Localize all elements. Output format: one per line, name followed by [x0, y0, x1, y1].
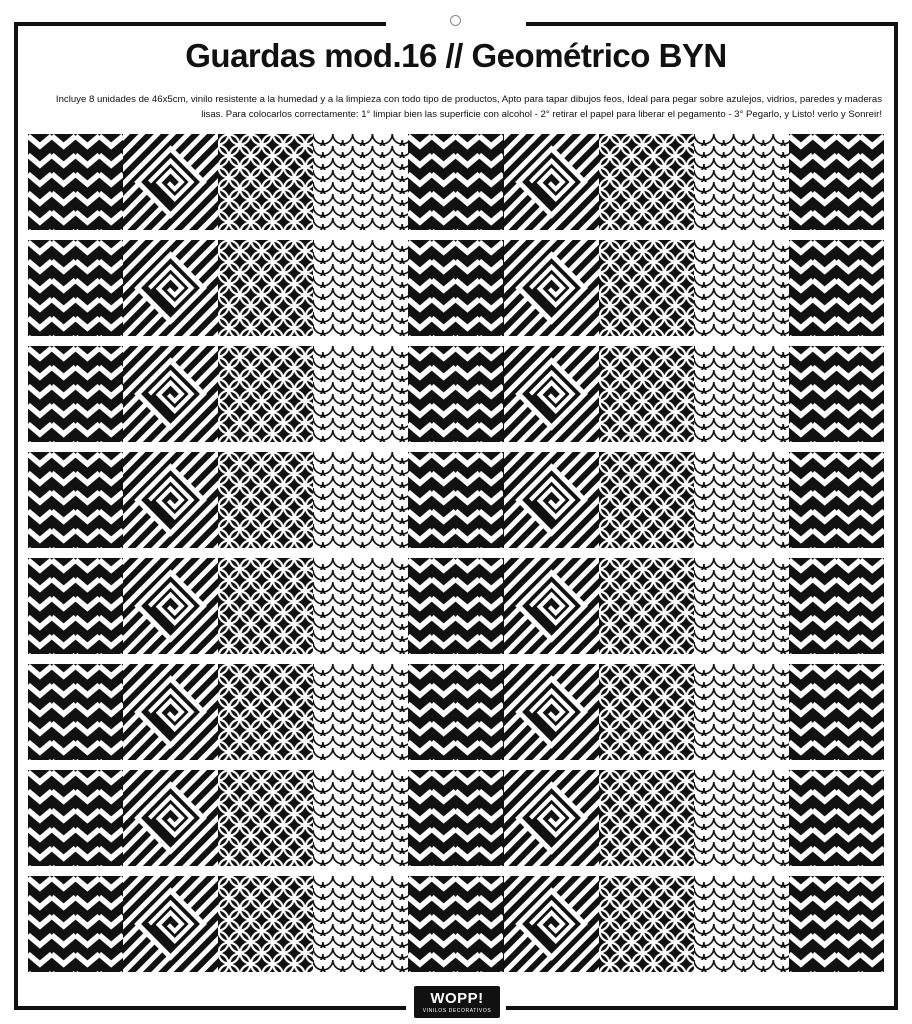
greek-key-tile	[123, 346, 218, 442]
scallop-tile	[694, 452, 789, 548]
circle-lattice-tile	[599, 558, 694, 654]
zigzag-tile	[408, 664, 503, 760]
greek-key-tile	[123, 452, 218, 548]
scallop-tile	[313, 134, 408, 230]
border-strip	[28, 664, 884, 760]
frame-bottom-right-line	[506, 1006, 898, 1010]
zigzag-tile	[789, 664, 884, 760]
circle-lattice-tile	[599, 664, 694, 760]
frame-bottom-left-line	[14, 1006, 406, 1010]
border-strip	[28, 770, 884, 866]
circle-lattice-tile	[599, 876, 694, 972]
scallop-tile	[313, 346, 408, 442]
border-strip	[28, 240, 884, 336]
circle-lattice-tile	[599, 346, 694, 442]
greek-key-tile	[504, 452, 599, 548]
hang-hole-icon	[450, 15, 461, 26]
zigzag-tile	[28, 558, 123, 654]
zigzag-tile	[408, 134, 503, 230]
zigzag-tile	[28, 770, 123, 866]
circle-lattice-tile	[218, 240, 313, 336]
circle-lattice-tile	[218, 346, 313, 442]
circle-lattice-tile	[599, 452, 694, 548]
border-strip	[28, 134, 884, 230]
frame-right-line	[894, 22, 898, 1010]
greek-key-tile	[123, 664, 218, 760]
circle-lattice-tile	[218, 664, 313, 760]
greek-key-tile	[504, 770, 599, 866]
greek-key-tile	[504, 558, 599, 654]
zigzag-tile	[789, 770, 884, 866]
scallop-tile	[694, 876, 789, 972]
zigzag-tile	[28, 452, 123, 548]
greek-key-tile	[504, 664, 599, 760]
product-description: Incluye 8 unidades de 46x5cm, vinilo resistente a la humedad y a la limpieza con todo tipo de productos, Apto para tapar dibujos feos, Ideal para pegar sobre azulejos, vidrios, paredes y maderas lisas. Para colocarlos correctamente: 1° limpiar bien las superficie con alcohol - 2° retirar el papel para liberar el pegamento - 3° Pegarlo, y Listo! verlo y Sonreir!	[55, 94, 882, 120]
zigzag-tile	[789, 558, 884, 654]
page-title: Guardas mod.16 // Geométrico BYN	[185, 37, 727, 74]
border-strip	[28, 452, 884, 548]
frame-top-right-line	[526, 22, 898, 26]
scallop-tile	[313, 770, 408, 866]
zigzag-tile	[28, 346, 123, 442]
circle-lattice-tile	[218, 876, 313, 972]
greek-key-tile	[123, 876, 218, 972]
scallop-tile	[694, 240, 789, 336]
circle-lattice-tile	[218, 134, 313, 230]
circle-lattice-tile	[599, 134, 694, 230]
scallop-tile	[694, 346, 789, 442]
scallop-tile	[313, 240, 408, 336]
zigzag-tile	[789, 240, 884, 336]
zigzag-tile	[408, 240, 503, 336]
scallop-tile	[313, 664, 408, 760]
circle-lattice-tile	[218, 558, 313, 654]
scallop-tile	[694, 664, 789, 760]
border-strip	[28, 346, 884, 442]
circle-lattice-tile	[599, 770, 694, 866]
border-strips-panel	[28, 134, 884, 982]
zigzag-tile	[28, 134, 123, 230]
frame-top-left-line	[14, 22, 386, 26]
scallop-tile	[694, 558, 789, 654]
greek-key-tile	[123, 770, 218, 866]
greek-key-tile	[123, 134, 218, 230]
frame-left-line	[14, 22, 18, 1010]
greek-key-tile	[504, 240, 599, 336]
greek-key-tile	[123, 558, 218, 654]
border-strip	[28, 558, 884, 654]
circle-lattice-tile	[599, 240, 694, 336]
greek-key-tile	[504, 134, 599, 230]
zigzag-tile	[789, 452, 884, 548]
zigzag-tile	[789, 876, 884, 972]
scallop-tile	[694, 134, 789, 230]
zigzag-tile	[789, 134, 884, 230]
brand-name: WOPP!	[430, 990, 484, 1007]
scallop-tile	[694, 770, 789, 866]
border-strip	[28, 876, 884, 972]
brand-logo	[414, 986, 500, 1018]
zigzag-tile	[28, 240, 123, 336]
greek-key-tile	[504, 346, 599, 442]
zigzag-tile	[28, 876, 123, 972]
zigzag-tile	[28, 664, 123, 760]
zigzag-tile	[408, 558, 503, 654]
scallop-tile	[313, 452, 408, 548]
greek-key-tile	[504, 876, 599, 972]
circle-lattice-tile	[218, 452, 313, 548]
zigzag-tile	[408, 770, 503, 866]
brand-tagline: VINILOS DECORATIVOS	[422, 1008, 492, 1014]
greek-key-tile	[123, 240, 218, 336]
zigzag-tile	[408, 346, 503, 442]
circle-lattice-tile	[218, 770, 313, 866]
scallop-tile	[313, 876, 408, 972]
zigzag-tile	[408, 876, 503, 972]
scallop-tile	[313, 558, 408, 654]
zigzag-tile	[789, 346, 884, 442]
zigzag-tile	[408, 452, 503, 548]
